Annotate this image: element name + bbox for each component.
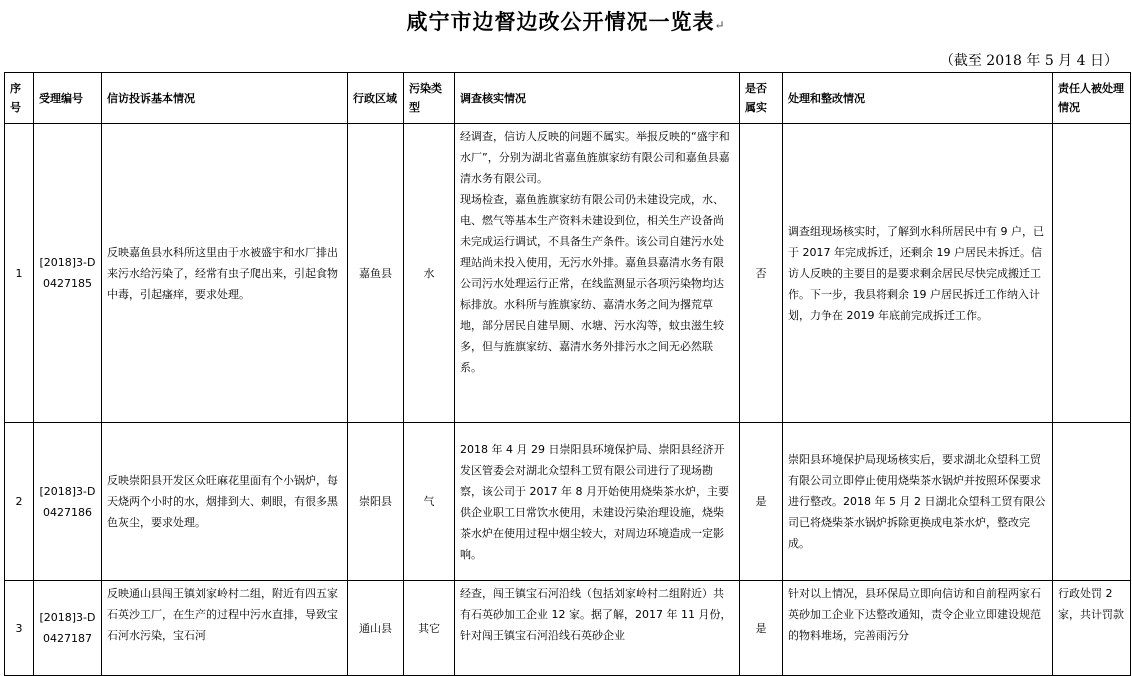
date-note: （截至 2018 年 5 月 4 日）	[939, 53, 1118, 69]
cell-region: 通山县	[348, 581, 404, 676]
cell-complaint: 反映通山县闯王镇刘家岭村二组，附近有四五家石英沙工厂，在生产的过程中污水直排，导致宝石河水污染，宝石河	[102, 581, 348, 676]
cell-true: 是	[740, 423, 783, 581]
header-handling: 处理和整改情况	[783, 73, 1053, 124]
cell-investigation: 经调查，信访人反映的问题不属实。举报反映的“盛宇和水厂”，分别为湖北省嘉鱼旌旗家纺有限公司和嘉鱼县嘉清水务有限公司。 现场检查，嘉鱼旌旗家纺有限公司仍未建设完成，水、电、燃气等基本生产资料未建设到位，相关生产设备尚未完成运行调试，不具备生产条件。该公司自建污水处理站尚未投入使用，无污水外排。嘉鱼县嘉清水务有限公司污水处理运行正常，在线监测显示各项污染物均达标排放。水科所与旌旗家纺、嘉清水务之间为撂荒草地，部分居民自建旱厕、水塘、污水沟等，蚊虫滋生较多，但与旌旗家纺、嘉清水务外排污水之间无必然联系。	[455, 124, 740, 423]
complaint-table	[4, 72, 1131, 676]
header-no: 序号	[5, 73, 34, 124]
cell-handling: 调查组现场核实时，了解到水科所居民中有 9 户，已于 2017 年完成拆迁，还剩余 19 户居民未拆迁。信访人反映的主要目的是要求剩余居民尽快完成搬迁工作。下一步，我县将剩余 19 户居民拆迁工作纳入计划，力争在 2019 年底前完成拆迁工作。	[783, 124, 1053, 423]
table-row	[5, 124, 1131, 423]
header-region: 行政区域	[348, 73, 404, 124]
cell-id: [2018]3-D0427186	[34, 423, 102, 581]
cell-complaint: 反映崇阳县开发区众旺麻花里面有个小锅炉，每天烧两个小时的水，烟排到大、刺眼，有很多黑色灰尘，要求处理。	[102, 423, 348, 581]
header-true: 是否属实	[740, 73, 783, 124]
table-row	[5, 581, 1131, 676]
cell-true: 是	[740, 581, 783, 676]
header-investigation: 调查核实情况	[455, 73, 740, 124]
header-id: 受理编号	[34, 73, 102, 124]
cell-pollution: 其它	[404, 581, 455, 676]
cell-complaint: 反映嘉鱼县水科所这里由于水被盛宇和水厂排出来污水给污染了，经常有虫子爬出来，引起食物中毒，引起瘙痒，要求处理。	[102, 124, 348, 423]
cell-accountability: 行政处罚 2 家，共计罚款	[1053, 581, 1131, 676]
cell-investigation: 经查，闯王镇宝石河沿线（包括刘家岭村二组附近）共有石英砂加工企业 12 家。据了解，2017 年 11 月份，针对闯王镇宝石河沿线石英砂企业	[455, 581, 740, 676]
cell-handling: 针对以上情况，县环保局立即向信访和自前程两家石英砂加工企业下达整改通知，责令企业立即建设规范的物料堆场，完善雨污分	[783, 581, 1053, 676]
header-accountability: 责任人被处理情况	[1053, 73, 1131, 124]
header-pollution: 污染类型	[404, 73, 455, 124]
cell-accountability	[1053, 124, 1131, 423]
cell-region: 嘉鱼县	[348, 124, 404, 423]
table-row	[5, 423, 1131, 581]
cell-no: 1	[5, 124, 34, 423]
cell-investigation: 2018 年 4 月 29 日崇阳县环境保护局、崇阳县经济开发区管委会对湖北众望科工贸有限公司进行了现场勘察，该公司于 2017 年 8 月开始使用烧柴茶水炉，主要供企业职工日常饮水使用，未建设污染治理设施，烧柴茶水炉在使用过程中烟尘较大，对周边环境造成一定影响。	[455, 423, 740, 581]
cell-region: 崇阳县	[348, 423, 404, 581]
cell-pollution: 气	[404, 423, 455, 581]
cell-handling: 崇阳县环境保护局现场核实后，要求湖北众望科工贸有限公司立即停止使用烧柴茶水锅炉并按照环保要求进行整改。2018 年 5 月 2 日湖北众望科工贸有限公司已将烧柴茶水锅炉拆除更换成电茶水炉，整改完成。	[783, 423, 1053, 581]
cell-id: [2018]3-D0427185	[34, 124, 102, 423]
cell-true: 否	[740, 124, 783, 423]
cell-id: [2018]3-D0427187	[34, 581, 102, 676]
cell-pollution: 水	[404, 124, 455, 423]
document-title: 咸宁市边督边改公开情况一览表↵	[406, 9, 726, 34]
cell-no: 3	[5, 581, 34, 676]
cell-accountability	[1053, 423, 1131, 581]
header-complaint: 信访投诉基本情况	[102, 73, 348, 124]
cell-no: 2	[5, 423, 34, 581]
table-header-row	[5, 73, 1131, 124]
